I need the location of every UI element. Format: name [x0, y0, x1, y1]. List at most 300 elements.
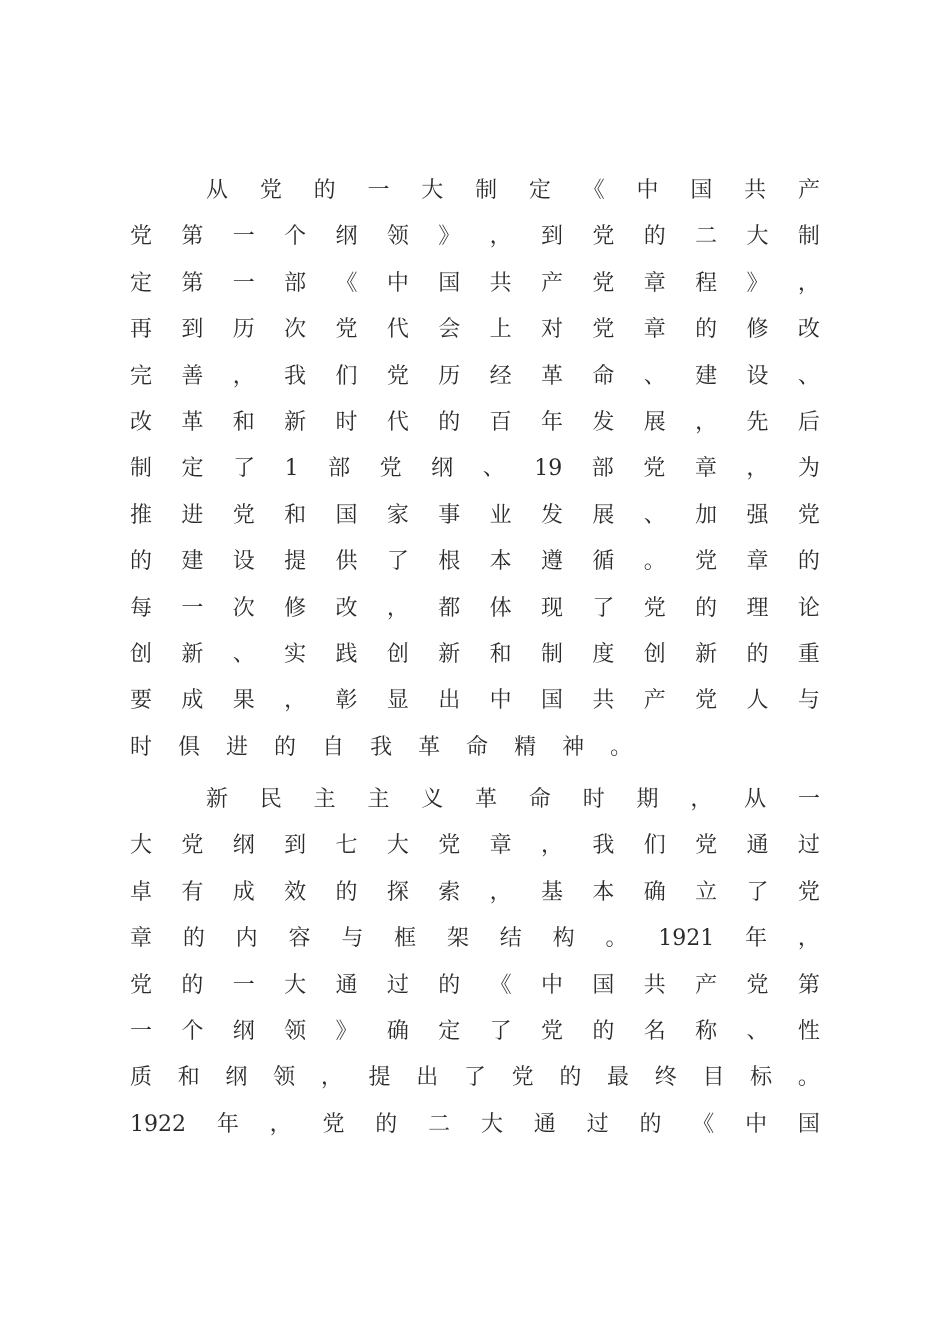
text-glyph: 建: [695, 363, 718, 389]
text-glyph: 党: [643, 456, 666, 482]
text-glyph: ，: [541, 833, 564, 859]
text-glyph: 纲: [232, 833, 255, 859]
text-glyph: 部: [591, 456, 614, 482]
text-glyph: 过: [386, 972, 409, 998]
text-glyph: ，: [232, 363, 255, 389]
text-glyph: 实: [284, 641, 307, 667]
text-glyph: ，: [489, 879, 512, 905]
text-glyph: 党: [541, 1019, 564, 1045]
text-glyph: 纲: [225, 1065, 248, 1091]
text-glyph: 新: [206, 787, 229, 813]
text-glyph: 时: [582, 787, 605, 813]
text-glyph: 结: [499, 926, 522, 952]
text-glyph: 过: [797, 833, 820, 859]
text-glyph: 们: [643, 833, 666, 859]
text-glyph: 的: [639, 1111, 662, 1137]
text-glyph: 历: [232, 317, 255, 343]
text-glyph: 制: [475, 178, 498, 203]
text-glyph: ，: [284, 688, 307, 714]
text-glyph: 时: [335, 409, 358, 435]
text-glyph: 遵: [541, 549, 564, 575]
text-glyph: 精: [514, 734, 537, 760]
text-glyph: 一: [181, 595, 204, 621]
text-glyph: 党: [643, 595, 666, 621]
text-glyph: 从: [206, 178, 229, 203]
text-glyph: 义: [421, 787, 444, 813]
text-line: [130, 400, 820, 446]
text-glyph: 》: [438, 224, 461, 250]
text-glyph: 党: [386, 363, 409, 389]
text-glyph: 大: [130, 833, 153, 859]
text-glyph: 名: [643, 1019, 666, 1045]
text-glyph: 党: [130, 972, 153, 998]
text-glyph: 中: [636, 178, 659, 203]
text-glyph: 经: [489, 363, 512, 389]
text-line: [130, 168, 820, 214]
text-glyph: 进: [226, 734, 249, 760]
text-glyph: 一: [797, 787, 820, 813]
text-glyph: 。: [643, 549, 666, 575]
text-glyph: 大: [386, 833, 409, 859]
text-glyph: 中: [541, 972, 564, 998]
text-glyph: 共: [489, 270, 512, 296]
text-glyph: 19: [534, 456, 563, 482]
text-glyph: 的: [695, 317, 718, 343]
text-glyph: 第: [797, 972, 820, 998]
text-glyph: 党: [797, 879, 820, 905]
text-glyph: 党: [259, 178, 282, 203]
text-glyph: 成: [181, 688, 204, 714]
text-glyph: 革: [418, 734, 441, 760]
text-glyph: 加: [695, 502, 718, 528]
text-line: [130, 870, 820, 916]
text-glyph: 纲: [431, 456, 454, 482]
text-glyph: 推: [130, 502, 153, 528]
text-glyph: 共: [643, 972, 666, 998]
text-glyph: 定: [528, 178, 551, 203]
text-glyph: 部: [328, 456, 351, 482]
text-glyph: 》: [746, 270, 769, 296]
text-glyph: 章: [643, 270, 666, 296]
text-line: [130, 823, 820, 869]
text-glyph: 俱: [178, 734, 201, 760]
text-glyph: 要: [130, 688, 153, 714]
text-glyph: 的: [313, 178, 336, 203]
text-glyph: 再: [130, 317, 153, 343]
text-glyph: 党: [746, 972, 769, 998]
text-glyph: 领: [273, 1065, 296, 1091]
text-glyph: 党: [181, 833, 204, 859]
text-glyph: 发: [541, 502, 564, 528]
text-glyph: 定: [181, 456, 204, 482]
text-glyph: 一: [130, 1019, 153, 1045]
text-glyph: 年: [745, 926, 768, 952]
text-line: [130, 777, 820, 823]
text-glyph: 革: [541, 363, 564, 389]
text-glyph: 党: [592, 270, 615, 296]
text-glyph: 索: [438, 879, 461, 905]
text-glyph: 效: [284, 879, 307, 905]
text-glyph: 通: [335, 972, 358, 998]
text-glyph: 会: [438, 317, 461, 343]
text-glyph: 们: [335, 363, 358, 389]
text-glyph: 领: [386, 224, 409, 250]
text-glyph: 大: [421, 178, 444, 203]
text-glyph: ，: [797, 270, 820, 296]
text-glyph: 后: [797, 409, 820, 435]
text-glyph: 确: [386, 1019, 409, 1045]
text-glyph: 我: [284, 363, 307, 389]
text-glyph: 立: [695, 879, 718, 905]
text-glyph: 从: [744, 787, 767, 813]
text-glyph: ，: [797, 926, 820, 952]
text-glyph: 家: [386, 502, 409, 528]
text-glyph: 产: [643, 688, 666, 714]
text-glyph: 主: [367, 787, 390, 813]
text-glyph: 党: [438, 833, 461, 859]
text-glyph: 对: [541, 317, 564, 343]
text-glyph: 产: [797, 178, 820, 203]
text-glyph: 的: [181, 972, 204, 998]
text-glyph: 重: [797, 641, 820, 667]
text-glyph: 党: [695, 833, 718, 859]
text-glyph: 党: [592, 317, 615, 343]
text-glyph: 、: [797, 363, 820, 389]
text-glyph: 发: [592, 409, 615, 435]
text-glyph: 章: [746, 549, 769, 575]
text-line: [130, 916, 820, 962]
text-glyph: 强: [746, 502, 769, 528]
text-glyph: ，: [269, 1111, 292, 1137]
text-glyph: 创: [130, 641, 153, 667]
text-glyph: 改: [130, 409, 153, 435]
text-glyph: 、: [232, 641, 255, 667]
paragraph-1: [130, 168, 820, 771]
text-glyph: 中: [489, 688, 512, 714]
text-glyph: 领: [284, 1019, 307, 1045]
paragraph-2: [130, 777, 820, 1148]
text-glyph: 践: [335, 641, 358, 667]
text-glyph: 中: [386, 270, 409, 296]
text-glyph: 章: [489, 833, 512, 859]
text-glyph: 产: [695, 972, 718, 998]
text-glyph: ，: [320, 1065, 343, 1091]
text-glyph: 为: [797, 456, 820, 482]
text-glyph: 革: [475, 787, 498, 813]
text-glyph: 大: [284, 972, 307, 998]
text-glyph: 命: [466, 734, 489, 760]
text-glyph: 度: [592, 641, 615, 667]
text-glyph: 党: [511, 1065, 534, 1091]
text-glyph: 国: [592, 972, 615, 998]
text-glyph: 先: [746, 409, 769, 435]
text-glyph: 和: [284, 502, 307, 528]
text-glyph: 新: [695, 641, 718, 667]
text-glyph: 我: [592, 833, 615, 859]
text-glyph: 出: [416, 1065, 439, 1091]
text-line: [130, 725, 820, 771]
text-glyph: 的: [797, 549, 820, 575]
text-glyph: 的: [643, 224, 666, 250]
text-glyph: 大: [480, 1111, 503, 1137]
text-glyph: 共: [592, 688, 615, 714]
text-glyph: 本: [489, 549, 512, 575]
text-glyph: 理: [746, 595, 769, 621]
text-glyph: 框: [394, 926, 417, 952]
text-glyph: 出: [438, 688, 461, 714]
text-glyph: 到: [284, 833, 307, 859]
text-glyph: 七: [335, 833, 358, 859]
text-glyph: 中: [745, 1111, 768, 1137]
text-glyph: 称: [695, 1019, 718, 1045]
text-glyph: 自: [322, 734, 345, 760]
text-glyph: ，: [489, 224, 512, 250]
text-glyph: 创: [386, 641, 409, 667]
text-glyph: 历: [438, 363, 461, 389]
text-glyph: 与: [341, 926, 364, 952]
text-glyph: 党: [335, 317, 358, 343]
text-glyph: 新: [181, 641, 204, 667]
text-glyph: 年: [541, 409, 564, 435]
text-line: [130, 493, 820, 539]
text-glyph: 代: [386, 409, 409, 435]
body-text: [130, 168, 820, 1148]
text-glyph: 设: [232, 549, 255, 575]
text-glyph: 党: [797, 502, 820, 528]
text-glyph: 的: [438, 409, 461, 435]
text-glyph: 党: [695, 549, 718, 575]
text-glyph: 一: [232, 972, 255, 998]
text-glyph: 1921: [658, 926, 715, 952]
text-glyph: ，: [695, 409, 718, 435]
text-glyph: 和: [232, 409, 255, 435]
text-glyph: 的: [335, 879, 358, 905]
text-glyph: 革: [181, 409, 204, 435]
text-glyph: 国: [335, 502, 358, 528]
text-glyph: 章: [130, 926, 153, 952]
text-glyph: 第: [181, 270, 204, 296]
text-glyph: 、: [482, 456, 505, 482]
text-glyph: 《: [489, 972, 512, 998]
text-glyph: 终: [654, 1065, 677, 1091]
text-glyph: 新: [284, 409, 307, 435]
text-glyph: 的: [130, 549, 153, 575]
text-glyph: 的: [592, 1019, 615, 1045]
text-glyph: 一: [367, 178, 390, 203]
text-glyph: 本: [592, 879, 615, 905]
text-glyph: 党: [592, 224, 615, 250]
text-glyph: 和: [177, 1065, 200, 1091]
text-glyph: 改: [797, 317, 820, 343]
text-glyph: 构: [552, 926, 575, 952]
text-glyph: 章: [694, 456, 717, 482]
text-glyph: 第: [181, 224, 204, 250]
text-glyph: 了: [463, 1065, 486, 1091]
text-glyph: 和: [489, 641, 512, 667]
text-glyph: ，: [386, 595, 409, 621]
text-glyph: 的: [274, 734, 297, 760]
text-glyph: 循: [592, 549, 615, 575]
text-glyph: 、: [643, 502, 666, 528]
text-glyph: 年: [216, 1111, 239, 1137]
text-glyph: 的: [746, 641, 769, 667]
text-glyph: 了: [746, 879, 769, 905]
text-glyph: 次: [232, 595, 255, 621]
text-glyph: 新: [438, 641, 461, 667]
text-glyph: 民: [259, 787, 282, 813]
text-glyph: 二: [428, 1111, 451, 1137]
text-glyph: 程: [695, 270, 718, 296]
text-glyph: 主: [313, 787, 336, 813]
text-line: [130, 307, 820, 353]
text-glyph: 纲: [232, 1019, 255, 1045]
text-glyph: ，: [690, 787, 713, 813]
text-glyph: 建: [181, 549, 204, 575]
text-glyph: 都: [438, 595, 461, 621]
text-glyph: 进: [181, 502, 204, 528]
text-glyph: 命: [592, 363, 615, 389]
text-glyph: 成: [232, 879, 255, 905]
text-glyph: 的: [695, 595, 718, 621]
text-glyph: 通: [533, 1111, 556, 1137]
text-glyph: 个: [181, 1019, 204, 1045]
text-glyph: 到: [181, 317, 204, 343]
text-glyph: 二: [695, 224, 718, 250]
text-glyph: 次: [284, 317, 307, 343]
text-glyph: 。: [605, 926, 628, 952]
text-glyph: 过: [586, 1111, 609, 1137]
text-glyph: 国: [690, 178, 713, 203]
text-glyph: 人: [746, 688, 769, 714]
text-glyph: 有: [181, 879, 204, 905]
text-line: [130, 1009, 820, 1055]
text-glyph: 期: [636, 787, 659, 813]
text-glyph: 的: [559, 1065, 582, 1091]
text-glyph: 党: [130, 224, 153, 250]
text-glyph: 果: [232, 688, 255, 714]
text-line: [130, 354, 820, 400]
text-line: [130, 214, 820, 260]
text-glyph: 党: [695, 688, 718, 714]
text-line: [130, 1055, 820, 1101]
text-line: [130, 963, 820, 1009]
text-glyph: 了: [386, 549, 409, 575]
text-glyph: 大: [746, 224, 769, 250]
text-glyph: 事: [438, 502, 461, 528]
text-line: [130, 446, 820, 492]
text-glyph: 容: [288, 926, 311, 952]
text-glyph: 最: [607, 1065, 630, 1091]
text-glyph: 命: [528, 787, 551, 813]
text-glyph: 体: [489, 595, 512, 621]
text-glyph: 业: [489, 502, 512, 528]
text-line: [130, 678, 820, 724]
text-glyph: 创: [643, 641, 666, 667]
text-glyph: 根: [438, 549, 461, 575]
text-glyph: 性: [797, 1019, 820, 1045]
text-glyph: 定: [438, 1019, 461, 1045]
text-glyph: 到: [541, 224, 564, 250]
text-glyph: 展: [643, 409, 666, 435]
text-glyph: 、: [643, 363, 666, 389]
text-glyph: 了: [233, 456, 256, 482]
text-glyph: 共: [744, 178, 767, 203]
text-glyph: 善: [181, 363, 204, 389]
text-glyph: 国: [797, 1111, 820, 1137]
text-glyph: 制: [130, 456, 153, 482]
text-glyph: 党: [232, 502, 255, 528]
text-glyph: 。: [797, 1065, 820, 1091]
text-glyph: 标: [750, 1065, 773, 1091]
text-glyph: 改: [335, 595, 358, 621]
text-glyph: 上: [489, 317, 512, 343]
text-glyph: 通: [746, 833, 769, 859]
text-glyph: 《: [692, 1111, 715, 1137]
text-glyph: 、: [746, 1019, 769, 1045]
text-glyph: 1922: [130, 1111, 186, 1137]
text-glyph: 架: [446, 926, 469, 952]
text-line: [130, 1102, 820, 1148]
text-glyph: 修: [284, 595, 307, 621]
text-glyph: 章: [643, 317, 666, 343]
text-glyph: 彰: [335, 688, 358, 714]
text-glyph: 论: [797, 595, 820, 621]
text-glyph: 纲: [335, 224, 358, 250]
text-glyph: 探: [386, 879, 409, 905]
text-glyph: 的: [375, 1111, 398, 1137]
text-glyph: 与: [797, 688, 820, 714]
text-glyph: 修: [746, 317, 769, 343]
text-glyph: 制: [797, 224, 820, 250]
text-line: [130, 261, 820, 307]
text-glyph: 个: [284, 224, 307, 250]
text-glyph: 》: [335, 1019, 358, 1045]
text-glyph: 我: [370, 734, 393, 760]
text-glyph: 百: [489, 409, 512, 435]
text-glyph: 质: [130, 1065, 153, 1091]
text-glyph: 的: [438, 972, 461, 998]
text-glyph: 国: [541, 688, 564, 714]
text-glyph: 一: [232, 270, 255, 296]
text-glyph: 提: [368, 1065, 391, 1091]
text-glyph: 1: [284, 456, 299, 482]
text-glyph: 神: [562, 734, 585, 760]
text-glyph: 党: [322, 1111, 345, 1137]
text-glyph: 定: [130, 270, 153, 296]
text-glyph: 一: [232, 224, 255, 250]
text-line: [130, 586, 820, 632]
text-glyph: 基: [541, 879, 564, 905]
text-glyph: 确: [643, 879, 666, 905]
text-glyph: 产: [541, 270, 564, 296]
text-glyph: 展: [592, 502, 615, 528]
text-glyph: 目: [702, 1065, 725, 1091]
text-glyph: 设: [746, 363, 769, 389]
text-glyph: 提: [284, 549, 307, 575]
text-glyph: 《: [335, 270, 358, 296]
text-line: [130, 632, 820, 678]
text-glyph: 《: [582, 178, 605, 203]
text-glyph: 代: [386, 317, 409, 343]
text-glyph: 制: [541, 641, 564, 667]
text-glyph: 显: [386, 688, 409, 714]
text-glyph: 了: [489, 1019, 512, 1045]
text-glyph: 内: [235, 926, 258, 952]
text-glyph: 完: [130, 363, 153, 389]
text-glyph: 的: [182, 926, 205, 952]
text-line: [130, 539, 820, 585]
text-glyph: 国: [438, 270, 461, 296]
